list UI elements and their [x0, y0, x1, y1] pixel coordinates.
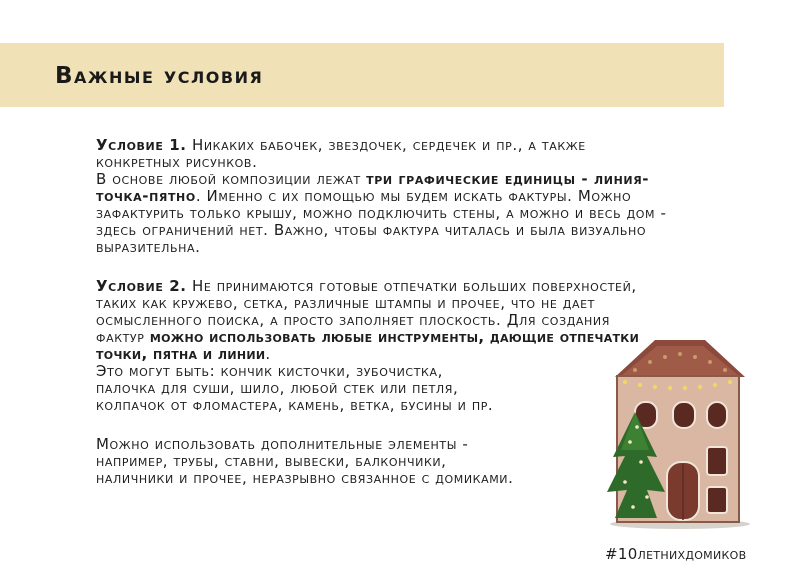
title-bar [0, 43, 724, 107]
condition-1-text-a: Никаких бабочек, звездочек, сердечек и пр., а также конкретных рисунков. [96, 136, 586, 171]
condition-1-text-b: В основе любой композиции лежат [96, 170, 367, 188]
condition-2-text-b: . [265, 345, 271, 363]
hashtag: #10летнихдомиков [605, 545, 747, 563]
condition-2-label: Условие 2. [96, 277, 187, 295]
condition-2-examples-3: колпачок от фломастера, камень, ветка, бусины и пр. [96, 396, 494, 414]
condition-1-text-c: . Именно с их помощью мы будем искать фактуры. Можно зафактурить только крышу, можно подключить стены, а можно и весь дом - здесь ограничений нет. Важно, чтобы фактура читалась и была визуально выразительна. [96, 187, 667, 256]
condition-2-examples-2: палочка для суши, шило, любой стек или петля, [96, 379, 459, 397]
page-title: Важные условия [55, 63, 264, 89]
extra-line-3: наличники и прочее, неразрывно связанное с домиками. [96, 469, 514, 487]
extra-line-1: Можно использовать дополнительные элементы - [96, 435, 469, 453]
condition-1-label: Условие 1. [96, 136, 187, 154]
ceramic-house-image [595, 332, 755, 530]
condition-1-intro [96, 137, 636, 171]
condition-1-bold: три графические единицы - линия-точка-пятно [96, 170, 650, 205]
extra-line-2: например, трубы, ставни, вывески, балкончики, [96, 452, 447, 470]
condition-2-text-a: Не принимаются готовые отпечатки больших поверхностей, таких как кружево, сетка, различные штампы и прочее, что не дает осмысленного поиска, а просто заполняет плоскость. Для создания фактур [96, 277, 637, 346]
condition-2-intro [96, 278, 656, 363]
condition-2-bold: можно использовать любые инструменты, дающие отпечатки точки, пятна и линии [96, 328, 640, 363]
condition-1-body [96, 171, 686, 256]
condition-2-examples-1: Это могут быть: кончик кисточки, зубочистка, [96, 362, 443, 380]
